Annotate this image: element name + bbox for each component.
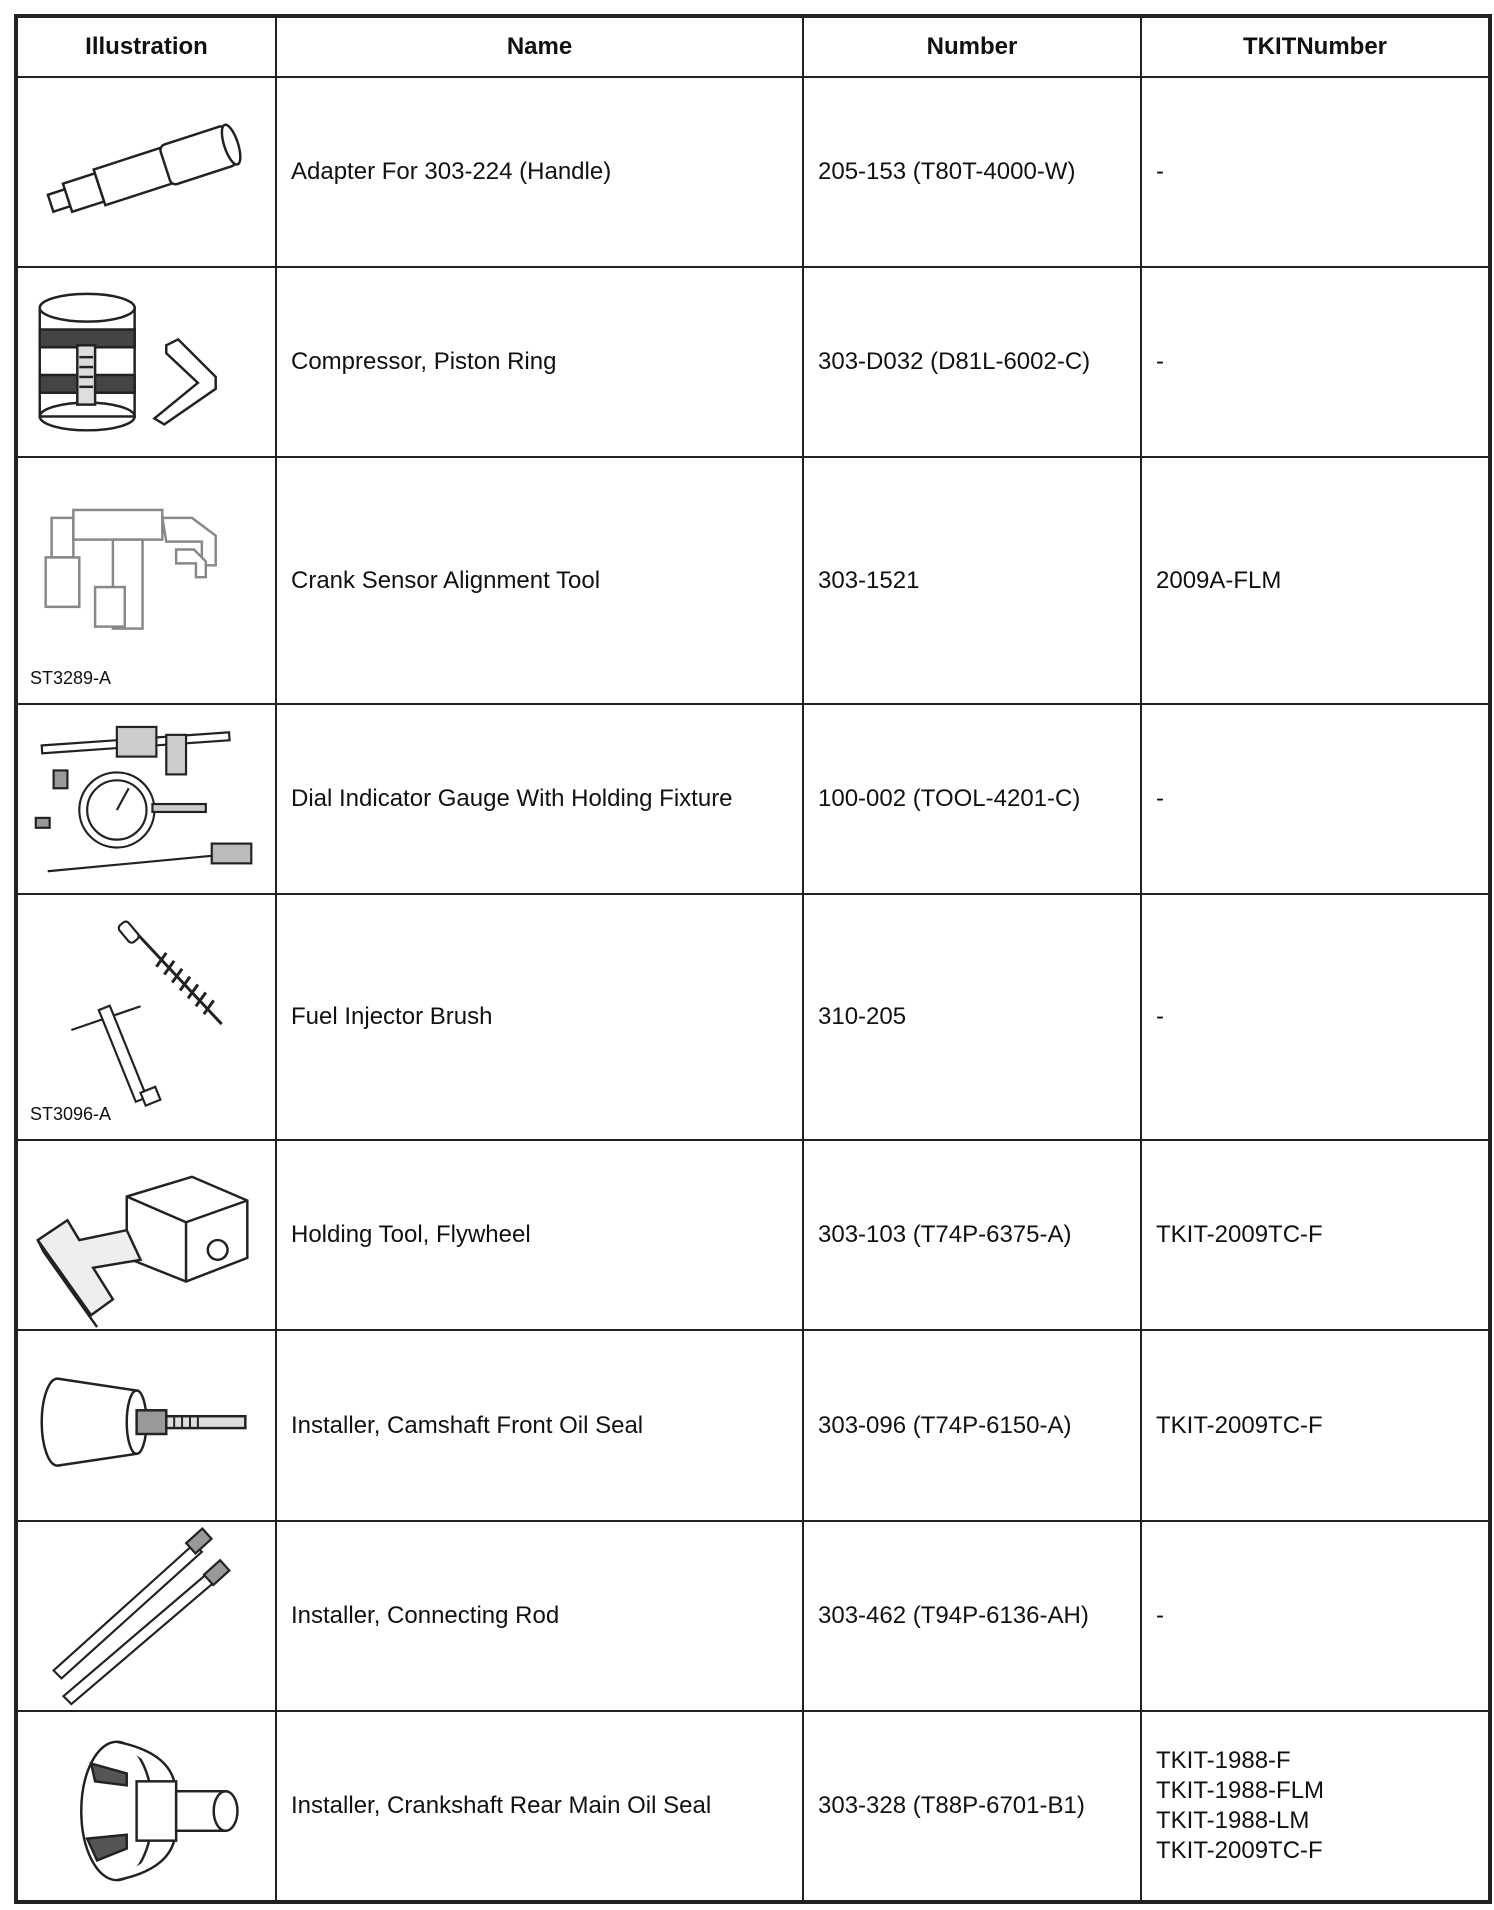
header-tkit-number: TKITNumber: [1141, 16, 1490, 77]
tool-name: Installer, Camshaft Front Oil Seal: [276, 1330, 803, 1520]
table-row: [16, 704, 1490, 894]
table-row: [16, 1521, 1490, 1711]
tkit-number: [1141, 1711, 1490, 1902]
tool-number: 310-205: [803, 894, 1141, 1140]
tkit-line: TKIT-1988-F: [1156, 1746, 1291, 1774]
camshaft-seal-installer-icon: [18, 1331, 275, 1519]
tool-name: Crank Sensor Alignment Tool: [276, 457, 803, 703]
table-row: [16, 77, 1490, 267]
table-row: [16, 1330, 1490, 1520]
special-tools-table: [14, 14, 1492, 1904]
tkit-number: [1141, 704, 1490, 894]
tool-number: 303-462 (T94P-6136-AH): [803, 1521, 1141, 1711]
crank-sensor-alignment-tool-icon: [18, 458, 275, 702]
tkit-line: -: [1156, 1601, 1164, 1629]
tkit-number: [1141, 1330, 1490, 1520]
illustration-cell: [16, 1140, 276, 1330]
table-row: [16, 267, 1490, 457]
flywheel-holding-tool-icon: [18, 1141, 275, 1329]
tkit-line: -: [1156, 784, 1164, 812]
header-number: Number: [803, 16, 1141, 77]
tool-name: Fuel Injector Brush: [276, 894, 803, 1140]
tkit-line: TKIT-2009TC-F: [1156, 1221, 1323, 1249]
header-name: Name: [276, 16, 803, 77]
tkit-line: 2009A-FLM: [1156, 566, 1282, 594]
table-row: [16, 894, 1490, 1140]
table-row: [16, 1711, 1490, 1902]
tool-number: 303-328 (T88P-6701-B1): [803, 1711, 1141, 1902]
tool-name: Adapter For 303-224 (Handle): [276, 77, 803, 267]
tool-name: Compressor, Piston Ring: [276, 267, 803, 457]
table-row: [16, 457, 1490, 703]
adapter-handle-icon: [18, 78, 275, 266]
crankshaft-rear-seal-installer-icon: [18, 1712, 275, 1900]
tkit-number: [1141, 267, 1490, 457]
tool-name: Holding Tool, Flywheel: [276, 1140, 803, 1330]
fuel-injector-brush-icon: [18, 895, 275, 1139]
tool-number: 303-096 (T74P-6150-A): [803, 1330, 1141, 1520]
illustration-cell: [16, 77, 276, 267]
tkit-number: [1141, 77, 1490, 267]
illustration-caption: ST3096-A: [30, 1104, 112, 1125]
illustration-cell: [16, 894, 276, 1140]
tkit-line: TKIT-1988-LM: [1156, 1806, 1310, 1834]
tool-name: Dial Indicator Gauge With Holding Fixture: [276, 704, 803, 894]
tkit-number: [1141, 894, 1490, 1140]
header-row: [16, 16, 1490, 77]
tkit-line: TKIT-2009TC-F: [1156, 1411, 1323, 1439]
tkit-line: TKIT-2009TC-F: [1156, 1836, 1323, 1864]
piston-ring-compressor-icon: [18, 268, 275, 456]
illustration-cell: [16, 1521, 276, 1711]
tkit-line: -: [1156, 158, 1164, 186]
connecting-rod-installer-icon: [18, 1522, 275, 1710]
illustration-caption: ST3289-A: [30, 667, 112, 688]
tool-number: 205-153 (T80T-4000-W): [803, 77, 1141, 267]
tool-number: 303-103 (T74P-6375-A): [803, 1140, 1141, 1330]
tool-number: 303-1521: [803, 457, 1141, 703]
tool-name: Installer, Crankshaft Rear Main Oil Seal: [276, 1711, 803, 1902]
illustration-cell: [16, 1330, 276, 1520]
tkit-number: [1141, 1521, 1490, 1711]
header-illustration: Illustration: [16, 16, 276, 77]
dial-indicator-gauge-icon: [18, 705, 275, 893]
tool-name: Installer, Connecting Rod: [276, 1521, 803, 1711]
tkit-line: TKIT-1988-FLM: [1156, 1776, 1325, 1804]
tkit-line: -: [1156, 1003, 1164, 1031]
tool-number: 303-D032 (D81L-6002-C): [803, 267, 1141, 457]
tkit-number: [1141, 1140, 1490, 1330]
tool-number: 100-002 (TOOL-4201-C): [803, 704, 1141, 894]
tkit-line: -: [1156, 348, 1164, 376]
illustration-cell: [16, 1711, 276, 1902]
tkit-number: [1141, 457, 1490, 703]
illustration-cell: [16, 457, 276, 703]
table-row: [16, 1140, 1490, 1330]
illustration-cell: [16, 704, 276, 894]
illustration-cell: [16, 267, 276, 457]
